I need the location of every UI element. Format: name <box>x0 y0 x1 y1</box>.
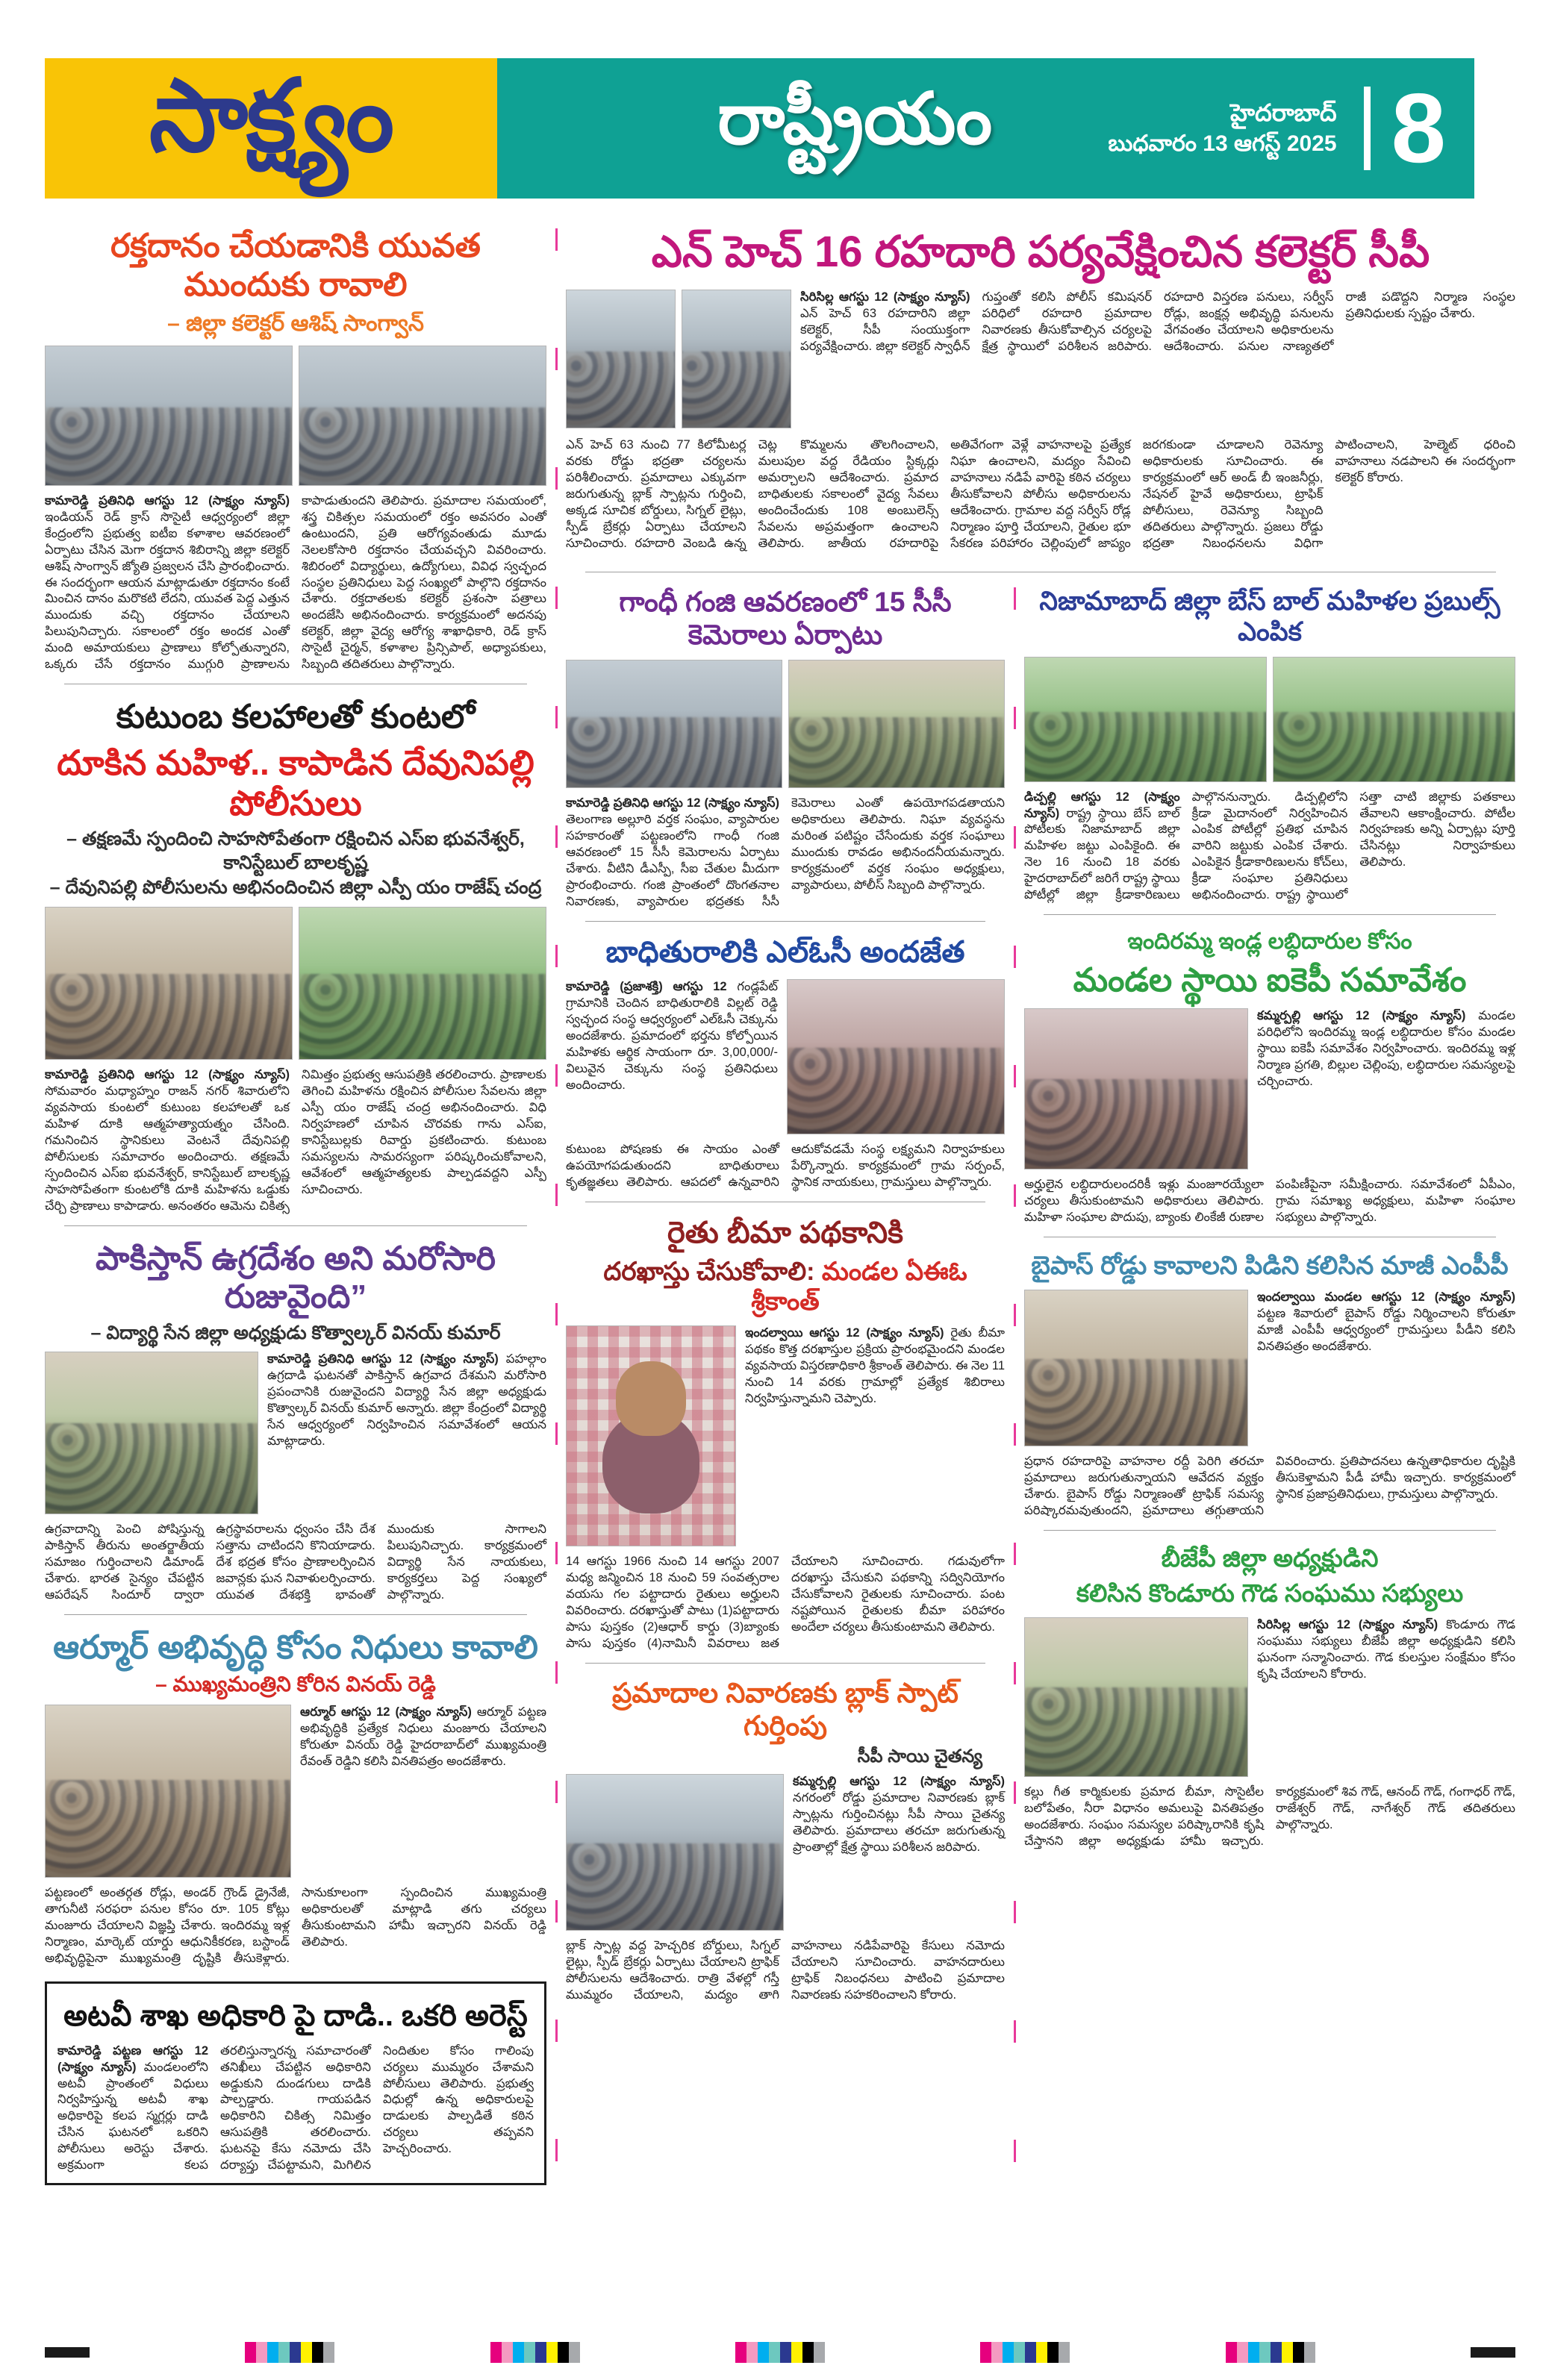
body-text: మండలంలోని అటవీ ప్రాంతంలో విధులు నిర్వహిస్తున్న అటవీ శాఖ అధికారిపై కలప స్మగ్లర్లు దాడి చేసిన ఘటనలో ఒకరిని పోలీసులు అరెస్టు చేశారు. అక్రమంగా కలప తరలిస్తున్నారన్న సమాచారంతో తనిఖీలు చేపట్టిన అధికారిని అడ్డుకుని దుండగులు దాడికి పాల్పడ్డారు. గాయపడిన అధికారిని చికిత్స నిమిత్తం ఆసుపత్రికి తరలించారు. ఘటనపై కేసు నమోదు చేసి దర్యాప్తు చేపట్టామని, మిగిలిన నిందితుల కోసం గాలింపు చర్యలు ముమ్మరం చేశామని పోలీసులు తెలిపారు. ప్రభుత్వ విధుల్లో ఉన్న అధికారులపై దాడులకు పాల్పడితే కఠిన చర్యలు తప్పవని హెచ్చరించారు. <box>57 2043 534 2173</box>
cmyk-color-bar <box>980 2342 1070 2363</box>
article-headline-line2: మండల స్థాయి ఐకెపీ సమావేశం <box>1073 961 1467 999</box>
article-body-continued <box>566 1142 1005 1191</box>
photo-road-inspection-1 <box>566 290 676 428</box>
main-columns <box>566 224 1515 2194</box>
photo-women-meeting <box>1024 1008 1248 1169</box>
body-text: కల్లు గీత కార్మికులకు ప్రమాద బీమా, సొసైటీల బలోపేతం, నీరా విధానం అమలుపై వినతిపత్రం అందజేశారు. సంఘం సమస్యల పరిష్కారానికి కృషి చేస్తానని జిల్లా అధ్యక్షుడు హామీ ఇచ్చారు. కార్యక్రమంలో శివ గౌడ్, ఆనంద్ గౌడ్, గంగాధర్ గౌడ్, రాజేశ్వర్ గౌడ్, నాగేశ్వర్ గౌడ్ తదితరులు పాల్గొన్నారు. <box>1024 1785 1515 1848</box>
article-headline: ప్రమాదాల నివారణకు బ్లాక్ స్పాట్ గుర్తింపు <box>612 1677 958 1741</box>
lead-body-continued <box>566 437 1515 552</box>
photo-camera-inauguration <box>788 660 1005 788</box>
article-headline-line1: రైతు బీమా పథకానికి <box>667 1216 903 1249</box>
dateline: కమ్మర్పల్లి ఆగస్టు 12 (సాక్ష్యం న్యూస్) <box>793 1775 1005 1789</box>
article-body-continued <box>45 1522 546 1604</box>
article-headline: నిజామాబాద్ జిల్లా బేస్ బాల్ మహిళల ప్రబుల్స్ ఎంపిక <box>1039 587 1500 647</box>
article-headline: అటవీ శాఖ అధికారి పై దాడి.. ఒకరి అరెస్ట్ <box>63 1999 528 2033</box>
photo-students-group <box>45 1352 258 1514</box>
article-armoor-funds <box>45 1625 546 1967</box>
column-gutter-right <box>1005 583 1024 2194</box>
dateline: కామారెడ్డి ప్రతినిధి ఆగస్టు 12 (సాక్ష్యం న్యూస్) <box>45 493 290 507</box>
body-text: ప్రధాన రహదారిపై వాహనాల రద్దీ పెరిగి తరచూ ప్రమాదాలు జరుగుతున్నాయని ఆవేదన వ్యక్తం చేశారు. బైపాస్ రోడ్డు నిర్మాణంతో ట్రాఫిక్ సమస్య పరిష్కారమవుతుందని, ప్రమాదాలు తగ్గుతాయని వివరించారు. ప్రతిపాదనలు ఉన్నతాధికారుల దృష్టికి తీసుకెళ్తామని పీడీ హామీ ఇచ్చారు. కార్యక్రమంలో స్థానిక ప్రజాప్రతినిధులు, గ్రామస్తులు పాల్గొన్నారు. <box>1024 1455 1515 1518</box>
masthead-section-band <box>497 58 1474 199</box>
article-blood-donation <box>45 224 546 673</box>
article-body-lead <box>745 1325 1005 1546</box>
dateline: ఇందల్వాయి మండల ఆగస్టు 12 (సాక్ష్యం న్యూస్) <box>1257 1290 1515 1305</box>
newspaper-logo <box>45 58 497 199</box>
article-forest-officer-attack <box>45 1981 546 2185</box>
center-column <box>566 583 1005 2194</box>
article-media-row <box>1024 1008 1515 1169</box>
body-text: బ్లాక్ స్పాట్ల వద్ద హెచ్చరిక బోర్డులు, సిగ్నల్ లైట్లు, స్పీడ్ బ్రేకర్లు ఏర్పాటు చేయాలని ట్రాఫిక్ పోలీసులను ఆదేశించారు. రాత్రి వేళల్లో గస్తీ ముమ్మరం చేయాలని, మద్యం తాగి వాహనాలు నడిపేవారిపై కేసులు నమోదు చేయాలని సూచించారు. వాహనదారులు ట్రాఫిక్ నిబంధనలు పాటించి ప్రమాదాల నివారణకు సహకరించాలని కోరారు. <box>566 1939 1005 2002</box>
column-gutter-left <box>546 224 566 2194</box>
edition-date: బుధవారం 13 ఆగస్ట్ 2025 <box>1108 131 1337 157</box>
masthead-divider <box>1364 87 1371 170</box>
article-headline-line1: బీజేపీ జిల్లా అధ్యక్షుడిని <box>1161 1544 1379 1572</box>
article-body-lead <box>267 1352 546 1514</box>
body-text: నగరంలో రోడ్డు ప్రమాదాల నివారణకు బ్లాక్ స్పాట్లను గుర్తించినట్లు సీపీ సాయి చైతన్య తెలిపారు. ప్రమాదాలు తరచూ జరుగుతున్న ప్రాంతాల్లో క్షేత్ర స్థాయి పరిశీలన జరిపారు. <box>793 1791 1005 1855</box>
article-pakistan-statement <box>45 1237 546 1604</box>
article-media-row <box>566 1774 1005 1931</box>
body-text: కొండూరు గౌడ సంఘము సభ్యులు బీజేపీ జిల్లా అధ్యక్షుడిని కలిసి ఘనంగా సన్మానించారు. గౌడ కులస్తుల సంక్షేమం కోసం కృషి చేయాలని కోరారు. <box>1257 1618 1515 1681</box>
article-media-row <box>45 1352 546 1514</box>
article-subhead-1: – తక్షణమే స్పందించి సాహసోపేతంగా రక్షించిన ఎస్ఐ భువనేశ్వర్, కానిస్టేబుల్ బాలకృష్ణ <box>66 828 525 874</box>
page-content <box>45 224 1515 2194</box>
article-media-row <box>1024 1290 1515 1446</box>
body-text: పట్టణ శివారులో బైపాస్ రోడ్డు నిర్మించాలని కోరుతూ మాజీ ఎంపీపీ ఆధ్వర్యంలో గ్రామస్తులు పీడీని కలిసి వినతిపత్రం అందజేశారు. <box>1257 1307 1515 1354</box>
body-text: గండ్లపేట్ గ్రామానికి చెందిన బాధితురాలికి విల్లట్ రెడ్డి స్వచ్ఛంద సంస్థ ఆధ్వర్యంలో ఎల్ఓసీ చెక్కును అందజేశారు. ప్రమాదంలో భర్తను కోల్పోయిన మహిళకు ఆర్థిక సాయంగా రూ. 3,00,000/- విలువైన చెక్కును సంస్థ ప్రతినిధులు అందించారు. <box>566 980 778 1092</box>
dateline: ఆర్మూర్ ఆగస్టు 12 (సాక్ష్యం న్యూస్) <box>300 1705 472 1719</box>
lead-headline: ఎన్ హెచ్ 16 రహదారి పర్యవేక్షించిన కలెక్టర్ సీపీ <box>651 228 1430 276</box>
right-column <box>1024 583 1515 2194</box>
article-headline: పాకిస్తాన్ ఉగ్రదేశం అని మరోసారి రుజువైంది” <box>95 1240 496 1316</box>
body-text: మండల పరిధిలోని ఇందిరమ్మ ఇండ్ల లబ్ధిదారుల కోసం మండల స్థాయి ఐకెపీ సమావేశం నిర్వహించారు. ఇందిరమ్మ ఇళ్ల నిర్మాణ ప్రగతి, బిల్లుల చెల్లింపు, లబ్ధిదారుల సమస్యలపై చర్చించారు. <box>1257 1009 1515 1089</box>
article-body-lead <box>300 1705 546 1878</box>
article-media-row <box>1024 1617 1515 1777</box>
article-media-row <box>45 1705 546 1878</box>
article-separator <box>64 1614 527 1615</box>
article-byline: – జిల్లా కలెక్టర్ ఆశిష్ సాంగ్వాన్ <box>167 310 424 336</box>
page-number: 8 <box>1391 73 1446 183</box>
dateline: సిరిసిల్ల ఆగస్టు 12 (సాక్ష్యం న్యూస్) <box>1257 1618 1438 1631</box>
article-body-lead <box>566 979 778 1134</box>
photo-villagers-field <box>299 907 546 1060</box>
dateline: కామారెడ్డి పట్టణ ఆగస్టు 12 (సాక్ష్యం న్యూస్) <box>57 2043 208 2074</box>
body-text: రాష్ట్ర స్థాయి బేస్ బాల్ పోటీలకు నిజామాబాద్ జిల్లా మహిళల జట్టు ఎంపికైంది. ఈ నెల 16 నుంచి 18 వరకు హైదరాబాద్‌లో జరిగే రాష్ట్ర స్థాయి పోటీల్లో జిల్లా క్రీడాకారిణులు పాల్గొననున్నారు. డిచ్పల్లిలోని క్రీడా మైదానంలో నిర్వహించిన ఎంపిక పోటీల్లో ప్రతిభ చూపిన వారిని జట్టుకు ఎంపిక చేశారు. ఎంపికైన క్రీడాకారిణులను కోచ్‌లు, క్రీడా సంఘాల ప్రతినిధులు అభినందించారు. రాష్ట్ర స్థాయిలో సత్తా చాటి జిల్లాకు పతకాలు తేవాలని ఆకాంక్షించారు. పోటీల నిర్వహణకు అన్ని ఏర్పాట్లు పూర్తి చేసినట్లు నిర్వాహకులు తెలిపారు. <box>1024 790 1515 902</box>
trim-mark <box>1471 2347 1515 2358</box>
article-separator <box>1044 914 1496 915</box>
article-separator <box>585 1663 985 1664</box>
article-black-spots <box>566 1674 1005 2004</box>
body-text: కుటుంబ పోషణకు ఈ సాయం ఎంతో ఉపయోగపడుతుందని బాధితురాలు కృతజ్ఞతలు తెలిపారు. ఆపదలో ఉన్నవారిని ఆదుకోవడమే సంస్థ లక్ష్యమని నిర్వాహకులు పేర్కొన్నారు. కార్యక్రమంలో గ్రామ సర్పంచ్, స్థానిక నాయకులు, గ్రామస్తులు పాల్గొన్నారు. <box>566 1143 1005 1189</box>
body-text: ఇండియన్ రెడ్ క్రాస్ సొసైటీ ఆధ్వర్యంలో జిల్లా కేంద్రంలోని ప్రభుత్వ ఐటీఐ కళాశాల ఆవరణంలో ఏర్పాటు చేసిన మెగా రక్తదాన శిబిరాన్ని జిల్లా కలెక్టర్ ఆశిష్ సాంగ్వాన్ జ్యోతి ప్రజ్వలన చేసి ప్రారంభించారు. ఈ సందర్భంగా ఆయన మాట్లాడుతూ రక్తదానం కంటే మించిన దానం మరొకటి లేదని, యువత పెద్ద ఎత్తున ముందుకు వచ్చి రక్తదానం చేయాలని పిలుపునిచ్చారు. సకాలంలో రక్తం అందక ఎంతో మంది అమాయకులు ప్రాణాలు కోల్పోతున్నారని, ఒక్కరు చేసే రక్తదానం ముగ్గురి ప్రాణాలను కాపాడుతుందని తెలిపారు. ప్రమాదాల సమయంలో, శస్త్ర చికిత్సల సమయంలో రక్తం అవసరం ఎంతో ఉంటుందని, ప్రతి ఆరోగ్యవంతుడు మూడు నెలలకోసారి రక్తదానం చేయవచ్చని వివరించారు. శిబిరంలో విద్యార్థులు, ఉద్యోగులు, వివిధ స్వచ్ఛంద సంస్థల ప్రతినిధులు పెద్ద సంఖ్యలో పాల్గొని రక్తదానం చేశారు. రక్తదాతలకు కలెక్టర్ ప్రశంసా పత్రాలు అందజేసి అభినందించారు. కార్యక్రమంలో అదనపు కలెక్టర్, జిల్లా వైద్య ఆరోగ్య శాఖాధికారి, రెడ్ క్రాస్ సొసైటీ చైర్మన్, కళాశాల ప్రిన్సిపాల్, అధ్యాపకులు, సిబ్బంది తదితరులు పాల్గొన్నారు. <box>45 493 546 672</box>
trim-mark <box>45 2347 90 2358</box>
article-media-row <box>566 1325 1005 1546</box>
body-text: సోమవారం మధ్యాహ్నం రాజన్ నగర్ శివారులోని వ్యవసాయ కుంటలో కుటుంబ కలహాలతో ఒక మహిళ దూకి ఆత్మహత్యాయత్నం చేసింది. గమనించిన స్థానికులు వెంటనే దేవునిపల్లి పోలీసులకు సమాచారం అందించారు. తక్షణమే స్పందించిన ఎస్ఐ భువనేశ్వర్, కానిస్టేబుల్ బాలకృష్ణ సాహసోపేతంగా కుంటలోకి దూకి మహిళను ఒడ్డుకు చేర్చి ప్రాణాలు కాపాడారు. అనంతరం ఆమెను చికిత్స నిమిత్తం ప్రభుత్వ ఆసుపత్రికి తరలించారు. ప్రాణాలకు తెగించి మహిళను రక్షించిన పోలీసుల సేవలను జిల్లా ఎస్పీ యం రాజేష్ చంద్ర అభినందించారు. విధి నిర్వహణలో చూపిన చొరవకు గాను ఎస్ఐ, కానిస్టేబుల్లకు రివార్డు ప్రకటించారు. కుటుంబ సమస్యలను సామరస్యంగా పరిష్కరించుకోవాలని, ఆవేశంలో ఆత్మహత్యలకు పాల్పడవద్దని ఎస్పీ సూచించారు. <box>45 1068 546 1213</box>
body-text: 14 ఆగస్టు 1966 నుంచి 14 ఆగస్టు 2007 మధ్య జన్మించిన 18 నుంచి 59 సంవత్సరాల వయసు గల పట్టాదారు రైతులు అర్హులని వివరించారు. దరఖాస్తుతో పాటు (1)పట్టాదారు పాసు పుస్తకం (2)ఆధార్ కార్డు (3)బ్యాంకు పాసు పుస్తకం (4)నామినీ వివరాలు జత చేయాలని సూచించారు. గడువులోగా దరఖాస్తు చేసుకుని పథకాన్ని సద్వినియోగం చేసుకోవాలని రైతులకు సూచించారు. పంట నష్టపోయిన రైతులకు బీమా పరిహారం అందేలా చర్యలు తీసుకుంటామని తెలిపారు. <box>566 1555 1005 1650</box>
dateline: డిచ్పల్లి ఆగస్టు 12 (సాక్ష్యం న్యూస్) <box>1024 790 1180 820</box>
dateline: కామారెడ్డి ప్రతినిధి ఆగస్టు 12 (సాక్ష్యం న్యూస్) <box>267 1352 499 1366</box>
article-cc-cameras <box>566 583 1005 911</box>
article-body <box>566 796 1005 911</box>
article-ikp-meeting <box>1024 925 1515 1226</box>
cmyk-color-bar <box>1226 2342 1315 2363</box>
article-rythu-bima <box>566 1213 1005 1652</box>
article-body-continued <box>1024 1454 1515 1519</box>
article-separator <box>585 921 985 922</box>
body-text: రైతు బీమా పథకం కొత్త దరఖాస్తుల ప్రక్రియ ప్రారంభమైందని మండల వ్యవసాయ విస్తరణాధికారి శ్రీకాంత్ తెలిపారు. ఈ నెల 11 నుంచి 14 వరకు గ్రామాల్లో ప్రత్యేక శిబిరాలు నిర్వహిస్తున్నామని చెప్పారు. <box>745 1326 1005 1406</box>
headline-part-dark: దరఖాస్తు చేసుకోవాలి: <box>603 1258 815 1287</box>
print-registration-bars <box>45 2341 1515 2364</box>
lead-media-row <box>566 290 1515 428</box>
photo-delegation-office <box>1024 1290 1248 1446</box>
article-headline: బైపాస్ రోడ్డు కావాలని పిడిని కలిసిన మాజీ ఎంపీపీ <box>1031 1252 1509 1281</box>
article-loc-handover <box>566 932 1005 1191</box>
article-body-lead <box>1257 1008 1515 1169</box>
article-media-row <box>566 979 1005 1134</box>
article-subhead: – ముఖ్యమంత్రిని కోరిన వినయ్ రెడ్డి <box>155 1672 436 1696</box>
article-separator <box>64 1225 527 1226</box>
dateline: సిరిసిల్ల ఆగస్టు 12 (సాక్ష్యం న్యూస్) <box>800 290 970 304</box>
body-text: పహల్గాం ఉగ్రదాడి ఘటనతో పాకిస్తాన్ ఉగ్రవాద దేశమని మరోసారి ప్రపంచానికి రుజువైందని విద్యార్థి సేన జిల్లా అధ్యక్షుడు కొత్వాల్కర్ వినయ్ కుమార్ అన్నారు. జిల్లా కేంద్రంలో విద్యార్థి సేన ఆధ్వర్యంలో నిర్వహించిన సమావేశంలో ఆయన మాట్లాడారు. <box>267 1352 546 1448</box>
cmyk-color-bar <box>245 2342 334 2363</box>
article-headline-line2: కలిసిన కొండూరు గౌడ సంఘము సభ్యులు <box>1076 1579 1464 1608</box>
dateline: కామారెడ్డి ప్రతినిధి ఆగస్టు 12 (సాక్ష్యం న్యూస్) <box>45 1068 290 1082</box>
article-woman-rescued <box>45 695 546 1214</box>
article-baseball-selection <box>1024 583 1515 904</box>
photo-aeo-portrait <box>566 1325 736 1546</box>
edition-date-block <box>1108 97 1336 160</box>
photo-cm-meeting <box>45 1705 291 1878</box>
article-body <box>45 493 546 673</box>
photo-road-inspection-2 <box>682 290 791 428</box>
photo-blood-donation-camp-1 <box>45 346 293 486</box>
cmyk-color-bar <box>490 2342 580 2363</box>
photo-cc-monitor-room <box>566 660 782 788</box>
dateline: ఇందల్వాయి ఆగస్టు 12 (సాక్ష్యం న్యూస్) <box>745 1326 944 1340</box>
article-subhead-2: – దేవునిపల్లి పోలీసులను అభినందించిన జిల్లా ఎస్పీ యం రాజేష్ చంద్ర <box>49 876 542 898</box>
headline-part-red: మండల ఏఈఓ శ్రీకాంత్ <box>751 1258 967 1317</box>
article-body <box>45 1067 546 1214</box>
body-text: అర్హులైన లబ్ధిదారులందరికీ ఇళ్లు మంజూరయ్యేలా చర్యలు తీసుకుంటామని అధికారులు తెలిపారు. మహిళా సంఘాల పొదుపు, బ్యాంకు లింకేజీ రుణాల పంపిణీపైనా సమీక్షించారు. సమావేశంలో ఏపీఎం, గ్రామ సమాఖ్య అధ్యక్షులు, మహిళా సంఘాల సభ్యులు పాల్గొన్నారు. <box>1024 1178 1515 1225</box>
photo-row <box>566 290 791 428</box>
article-body-lead <box>1257 1617 1515 1777</box>
body-text: ఉగ్రవాదాన్ని పెంచి పోషిస్తున్న పాకిస్తాన్ తీరును అంతర్జాతీయ సమాజం గుర్తించాలని డిమాండ్ చేశారు. భారత సైన్యం చేపట్టిన ఆపరేషన్ సిందూర్ ద్వారా ఉగ్రస్థావరాలను ధ్వంసం చేసి దేశ సత్తాను చాటిందని కొనియాడారు. దేశ భద్రత కోసం ప్రాణాలర్పించిన జవాన్లకు ఘన నివాళులర్పించారు. యువత దేశభక్తి భావంతో ముందుకు సాగాలని పిలుపునిచ్చారు. కార్యక్రమంలో విద్యార్థి సేన నాయకులు, కార్యకర్తలు పెద్ద సంఖ్యలో పాల్గొన్నారు. <box>45 1522 546 1602</box>
article-separator <box>1044 1530 1496 1531</box>
cmyk-color-bar <box>735 2342 825 2363</box>
article-body <box>1024 790 1515 905</box>
photo-police-road-check <box>566 1774 784 1931</box>
masthead <box>45 58 1474 199</box>
photo-blood-donation-camp-2 <box>299 346 546 486</box>
photo-baseball-team-2 <box>1273 657 1515 782</box>
dateline: కామారెడ్డి ప్రతినిధి ఆగస్టు 12 (సాక్ష్యం న్యూస్) <box>566 796 779 810</box>
article-bypass-road <box>1024 1248 1515 1519</box>
lead-body <box>800 290 1515 428</box>
article-headline: గాంధీ గంజి ఆవరణంలో 15 సీసీ కెమెరాలు ఏర్పాటు <box>619 587 952 650</box>
article-subhead: – విద్యార్థి సేన జిల్లా అధ్యక్షుడు కొత్వాల్కర్ వినయ్ కుమార్ <box>90 1322 501 1344</box>
body-text: ఎన్ హెచ్ 63 నుంచి 77 కిలోమీటర్ల వరకు రోడ్డు భద్రతా చర్యలను పరిశీలించారు. ప్రమాదాలు ఎక్కువగా జరుగుతున్న బ్లాక్ స్పాట్లను గుర్తించి, అక్కడ సూచిక బోర్డులు, సిగ్నల్ లైట్లు, స్పీడ్ బ్రేకర్లు ఏర్పాటు చేయాలని సూచించారు. రహదారి వెంబడి ఉన్న చెట్ల కొమ్మలను తొలగించాలని, మలుపుల వద్ద రేడియం స్టిక్కర్లు అమర్చాలని ఆదేశించారు. ప్రమాద బాధితులకు సకాలంలో వైద్య సేవలు అందించేందుకు 108 అంబులెన్స్ సేవలను అప్రమత్తంగా ఉంచాలని తెలిపారు. జాతీయ రహదారిపై అతివేగంగా వెళ్లే వాహనాలపై ప్రత్యేక నిఘా ఉంచాలని, మద్యం సేవించి వాహనాలు నడిపే వారిపై కఠిన చర్యలు తీసుకోవాలని పోలీసు అధికారులను ఆదేశించారు. గ్రామాల వద్ద సర్వీస్ రోడ్ల నిర్మాణం పూర్తి చేయాలని, రైతుల భూ సేకరణ పరిహారం చెల్లింపులో జాప్యం జరగకుండా చూడాలని రెవెన్యూ అధికారులకు సూచించారు. ఈ కార్యక్రమంలో ఆర్ అండ్ బీ ఇంజనీర్లు, నేషనల్ హైవే అధికారులు, ట్రాఫిక్ పోలీసులు, రెవెన్యూ సిబ్బంది తదితరులు పాల్గొన్నారు. ప్రజలు రోడ్డు భద్రతా నిబంధనలను విధిగా పాటించాలని, హెల్మెట్ ధరించి వాహనాలు నడపాలని ఈ సందర్భంగా కలెక్టర్ కోరారు. <box>566 438 1515 551</box>
left-column <box>45 224 546 2194</box>
photo-felicitation <box>1024 1617 1248 1777</box>
photo-baseball-team-1 <box>1024 657 1267 782</box>
article-headline: బాధితురాలికి ఎల్ఓసీ అందజేత <box>605 935 965 969</box>
article-headline-line1: ఇందిరమ్మ ఇండ్ల లబ్ధిదారుల కోసం <box>1127 929 1412 955</box>
article-headline: ఆర్మూర్ అభివృద్ధి కోసం నిధులు కావాలి <box>53 1628 538 1666</box>
photo-cheque-handover <box>787 979 1005 1134</box>
article-headline: రక్తదానం చేయడానికి యువత ముందుకు రావాలి <box>110 228 481 303</box>
newspaper-logo-text: సాక్ష్యం <box>149 60 393 172</box>
article-gouda-sangham <box>1024 1541 1515 1850</box>
dateline: కమ్మర్పల్లి ఆగస్టు 12 (సాక్ష్యం న్యూస్) <box>1257 1009 1466 1023</box>
article-body-continued <box>1024 1784 1515 1850</box>
photo-police-officers-office <box>45 907 293 1060</box>
lower-columns <box>566 583 1515 2194</box>
article-nh-inspection <box>566 224 1515 552</box>
article-body-continued <box>45 1885 546 1967</box>
article-subhead: సీపీ సాయి చైతన్య <box>857 1746 982 1767</box>
photo-row <box>45 346 546 486</box>
photo-row <box>566 660 1005 788</box>
body-text: పట్టణంలో అంతర్గత రోడ్లు, అండర్ గ్రౌండ్ డ్రైనేజీ, తాగునీటి సరఫరా పనుల కోసం రూ. 105 కోట్లు మంజూరు చేయాలని విజ్ఞప్తి చేశారు. ఇందిరమ్మ ఇళ్ల నిర్మాణం, మార్కెట్ యార్డు ఆధునికీకరణ, బస్టాండ్ అభివృద్ధిపైనా ముఖ్యమంత్రి దృష్టికి తీసుకెళ్లారు. సానుకూలంగా స్పందించిన ముఖ్యమంత్రి అధికారులతో మాట్లాడి తగు చర్యలు తీసుకుంటామని హామీ ఇచ్చారని వినయ్ రెడ్డి తెలిపారు. <box>45 1885 546 1965</box>
article-body-lead <box>793 1774 1005 1931</box>
body-text: ఆర్మూర్ పట్టణ అభివృద్ధికి ప్రత్యేక నిధులు మంజూరు చేయాలని కోరుతూ వినయ్ రెడ్డి హైదరాబాద్‌లో ముఖ్యమంత్రి రేవంత్ రెడ్డిని కలిసి వినతిపత్రం అందజేశారు. <box>300 1705 546 1768</box>
article-body-continued <box>566 1554 1005 1652</box>
section-title: రాష్ట్రీయం <box>717 79 993 159</box>
article-headline-line2 <box>566 1254 1005 1319</box>
article-body-continued <box>566 1938 1005 2004</box>
article-body-continued <box>1024 1177 1515 1226</box>
photo-row <box>1024 657 1515 782</box>
article-body-lead <box>1257 1290 1515 1446</box>
photo-row <box>45 907 546 1060</box>
body-text: తెలంగాణ అల్లూరి వర్తక సంఘం, వ్యాపారుల సహకారంతో పట్టణంలోని గాంధీ గంజి ఆవరణంలో 15 సీసీ కెమెరాలను ఏర్పాటు చేశారు. వీటిని డీఎస్పీ, సీఐ చేతుల మీదుగా ప్రారంభించారు. గంజి ప్రాంతంలో దొంగతనాల నివారణకు, వ్యాపారుల భద్రతకు సీసీ కెమెరాలు ఎంతో ఉపయోగపడతాయని అధికారులు తెలిపారు. నిఘా వ్యవస్థను మరింత పటిష్టం చేసేందుకు వర్తక సంఘాలు ముందుకు రావడం అభినందనీయమన్నారు. కార్యక్రమంలో వర్తక సంఘం అధ్యక్షులు, వ్యాపారులు, పోలీస్ సిబ్బంది పాల్గొన్నారు. <box>566 796 1005 908</box>
article-body <box>57 2043 534 2175</box>
article-headline-line2: దూకిన మహిళ.. కాపాడిన దేవునిపల్లి పోలీసులు <box>57 743 534 823</box>
article-headline-line1: కుటుంబ కలహాలతో కుంటలో <box>116 699 476 736</box>
edition-city: హైదరాబాద్ <box>1230 99 1337 127</box>
body-text: ఎన్ హెచ్ 63 రహదారిని జిల్లా కలెక్టర్, సీపీ సంయుక్తంగా పర్యవేక్షించారు. జిల్లా కలెక్టర్ స్వాధీన్ గుప్తంతో కలిసి పోలీస్ కమిషనర్ పరిధిలో రహదారి ప్రమాదాల నివారణకు తీసుకోవాల్సిన చర్యలపై క్షేత్ర స్థాయిలో పరిశీలన జరిపారు. రహదారి విస్తరణ పనులు, సర్వీస్ రోడ్లు, జంక్షన్ల అభివృద్ధి పనులను వేగవంతం చేయాలని అధికారులను ఆదేశించారు. పనుల నాణ్యతలో రాజీ పడొద్దని నిర్మాణ సంస్థల ప్రతినిధులకు స్పష్టం చేశారు. <box>800 290 1515 354</box>
dateline: కామారెడ్డి (ప్రజాశక్తి) ఆగస్టు 12 <box>566 980 727 994</box>
